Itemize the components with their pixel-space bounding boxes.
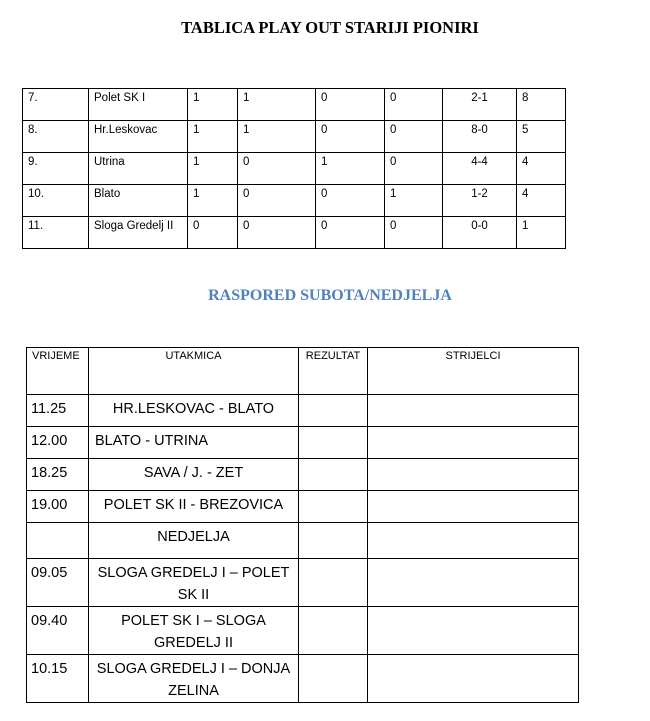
page-title: TABLICA PLAY OUT STARIJI PIONIRI xyxy=(181,18,479,37)
schedule-cell-scorers[interactable] xyxy=(368,523,579,559)
schedule-cell-result[interactable] xyxy=(299,655,368,703)
standings-row xyxy=(23,121,566,153)
schedule-cell-match: SLOGA GREDELJ I – POLET SK II xyxy=(89,559,299,607)
schedule-cell-time: 09.40 xyxy=(27,607,89,655)
standings-cell-l: 0 xyxy=(385,217,443,249)
schedule-cell-match: HR.LESKOVAC - BLATO xyxy=(89,395,299,427)
standings-cell-l: 0 xyxy=(385,153,443,185)
schedule-cell-result[interactable] xyxy=(299,607,368,655)
standings-cell-w: 0 xyxy=(238,217,316,249)
schedule-row xyxy=(27,655,579,703)
schedule-cell-time: 09.05 xyxy=(27,559,89,607)
schedule-cell-match: POLET SK I – SLOGA GREDELJ II xyxy=(89,607,299,655)
schedule-cell-scorers[interactable] xyxy=(368,395,579,427)
header-scorers: STRIJELCI xyxy=(368,348,579,395)
schedule-cell-time xyxy=(27,523,89,559)
standings-cell-d: 0 xyxy=(316,121,385,153)
schedule-cell-time: 19.00 xyxy=(27,491,89,523)
schedule-row xyxy=(27,607,579,655)
standings-cell-w: 1 xyxy=(238,89,316,121)
schedule-cell-match: SAVA / J. - ZET xyxy=(89,459,299,491)
standings-cell-pts: 8 xyxy=(517,89,566,121)
schedule-cell-result[interactable] xyxy=(299,523,368,559)
header-time: VRIJEME xyxy=(27,348,89,395)
standings-cell-p: 1 xyxy=(188,185,238,217)
schedule-cell-match: NEDJELJA xyxy=(89,523,299,559)
standings-row xyxy=(23,185,566,217)
header-result: REZULTAT xyxy=(299,348,368,395)
schedule-cell-result[interactable] xyxy=(299,559,368,607)
schedule-row xyxy=(27,427,579,459)
standings-cell-team: Hr.Leskovac xyxy=(89,121,188,153)
standings-row xyxy=(23,153,566,185)
header-match: UTAKMICA xyxy=(89,348,299,395)
schedule-row xyxy=(27,491,579,523)
schedule-table xyxy=(26,347,579,703)
standings-cell-team: Sloga Gredelj II xyxy=(89,217,188,249)
standings-cell-w: 0 xyxy=(238,185,316,217)
standings-cell-pos: 8. xyxy=(23,121,89,153)
schedule-cell-scorers[interactable] xyxy=(368,655,579,703)
schedule-cell-scorers[interactable] xyxy=(368,459,579,491)
standings-cell-score: 4-4 xyxy=(443,153,517,185)
standings-cell-l: 1 xyxy=(385,185,443,217)
standings-cell-d: 1 xyxy=(316,153,385,185)
schedule-cell-match: POLET SK II - BREZOVICA xyxy=(89,491,299,523)
standings-cell-score: 1-2 xyxy=(443,185,517,217)
standings-cell-d: 0 xyxy=(316,89,385,121)
standings-cell-pts: 5 xyxy=(517,121,566,153)
standings-row xyxy=(23,217,566,249)
schedule-cell-time: 18.25 xyxy=(27,459,89,491)
standings-cell-w: 0 xyxy=(238,153,316,185)
schedule-cell-time: 10.15 xyxy=(27,655,89,703)
standings-cell-p: 1 xyxy=(188,89,238,121)
schedule-cell-scorers[interactable] xyxy=(368,559,579,607)
standings-cell-score: 0-0 xyxy=(443,217,517,249)
schedule-cell-result[interactable] xyxy=(299,491,368,523)
standings-cell-score: 2-1 xyxy=(443,89,517,121)
standings-row xyxy=(23,89,566,121)
standings-cell-w: 1 xyxy=(238,121,316,153)
schedule-cell-result[interactable] xyxy=(299,427,368,459)
schedule-cell-match: SLOGA GREDELJ I – DONJA ZELINA xyxy=(89,655,299,703)
schedule-title: RASPORED SUBOTA/NEDJELJA xyxy=(208,287,452,304)
standings-cell-p: 1 xyxy=(188,153,238,185)
standings-cell-pos: 7. xyxy=(23,89,89,121)
schedule-row xyxy=(27,459,579,491)
schedule-cell-time: 12.00 xyxy=(27,427,89,459)
schedule-cell-scorers[interactable] xyxy=(368,607,579,655)
standings-cell-p: 0 xyxy=(188,217,238,249)
standings-cell-team: Utrina xyxy=(89,153,188,185)
standings-cell-pts: 4 xyxy=(517,153,566,185)
schedule-cell-time: 11.25 xyxy=(27,395,89,427)
standings-cell-team: Polet SK I xyxy=(89,89,188,121)
standings-cell-pts: 1 xyxy=(517,217,566,249)
standings-table xyxy=(22,88,566,249)
schedule-cell-scorers[interactable] xyxy=(368,491,579,523)
schedule-cell-result[interactable] xyxy=(299,459,368,491)
standings-cell-pos: 10. xyxy=(23,185,89,217)
standings-cell-pos: 9. xyxy=(23,153,89,185)
schedule-cell-scorers[interactable] xyxy=(368,427,579,459)
standings-cell-d: 0 xyxy=(316,217,385,249)
standings-cell-pos: 11. xyxy=(23,217,89,249)
schedule-cell-match: BLATO - UTRINA xyxy=(89,427,299,459)
standings-cell-l: 0 xyxy=(385,89,443,121)
schedule-row xyxy=(27,523,579,559)
standings-cell-score: 8-0 xyxy=(443,121,517,153)
schedule-header-row xyxy=(27,348,579,395)
standings-cell-team: Blato xyxy=(89,185,188,217)
schedule-row xyxy=(27,395,579,427)
standings-cell-l: 0 xyxy=(385,121,443,153)
standings-cell-pts: 4 xyxy=(517,185,566,217)
standings-cell-p: 1 xyxy=(188,121,238,153)
standings-cell-d: 0 xyxy=(316,185,385,217)
schedule-cell-result[interactable] xyxy=(299,395,368,427)
schedule-row xyxy=(27,559,579,607)
